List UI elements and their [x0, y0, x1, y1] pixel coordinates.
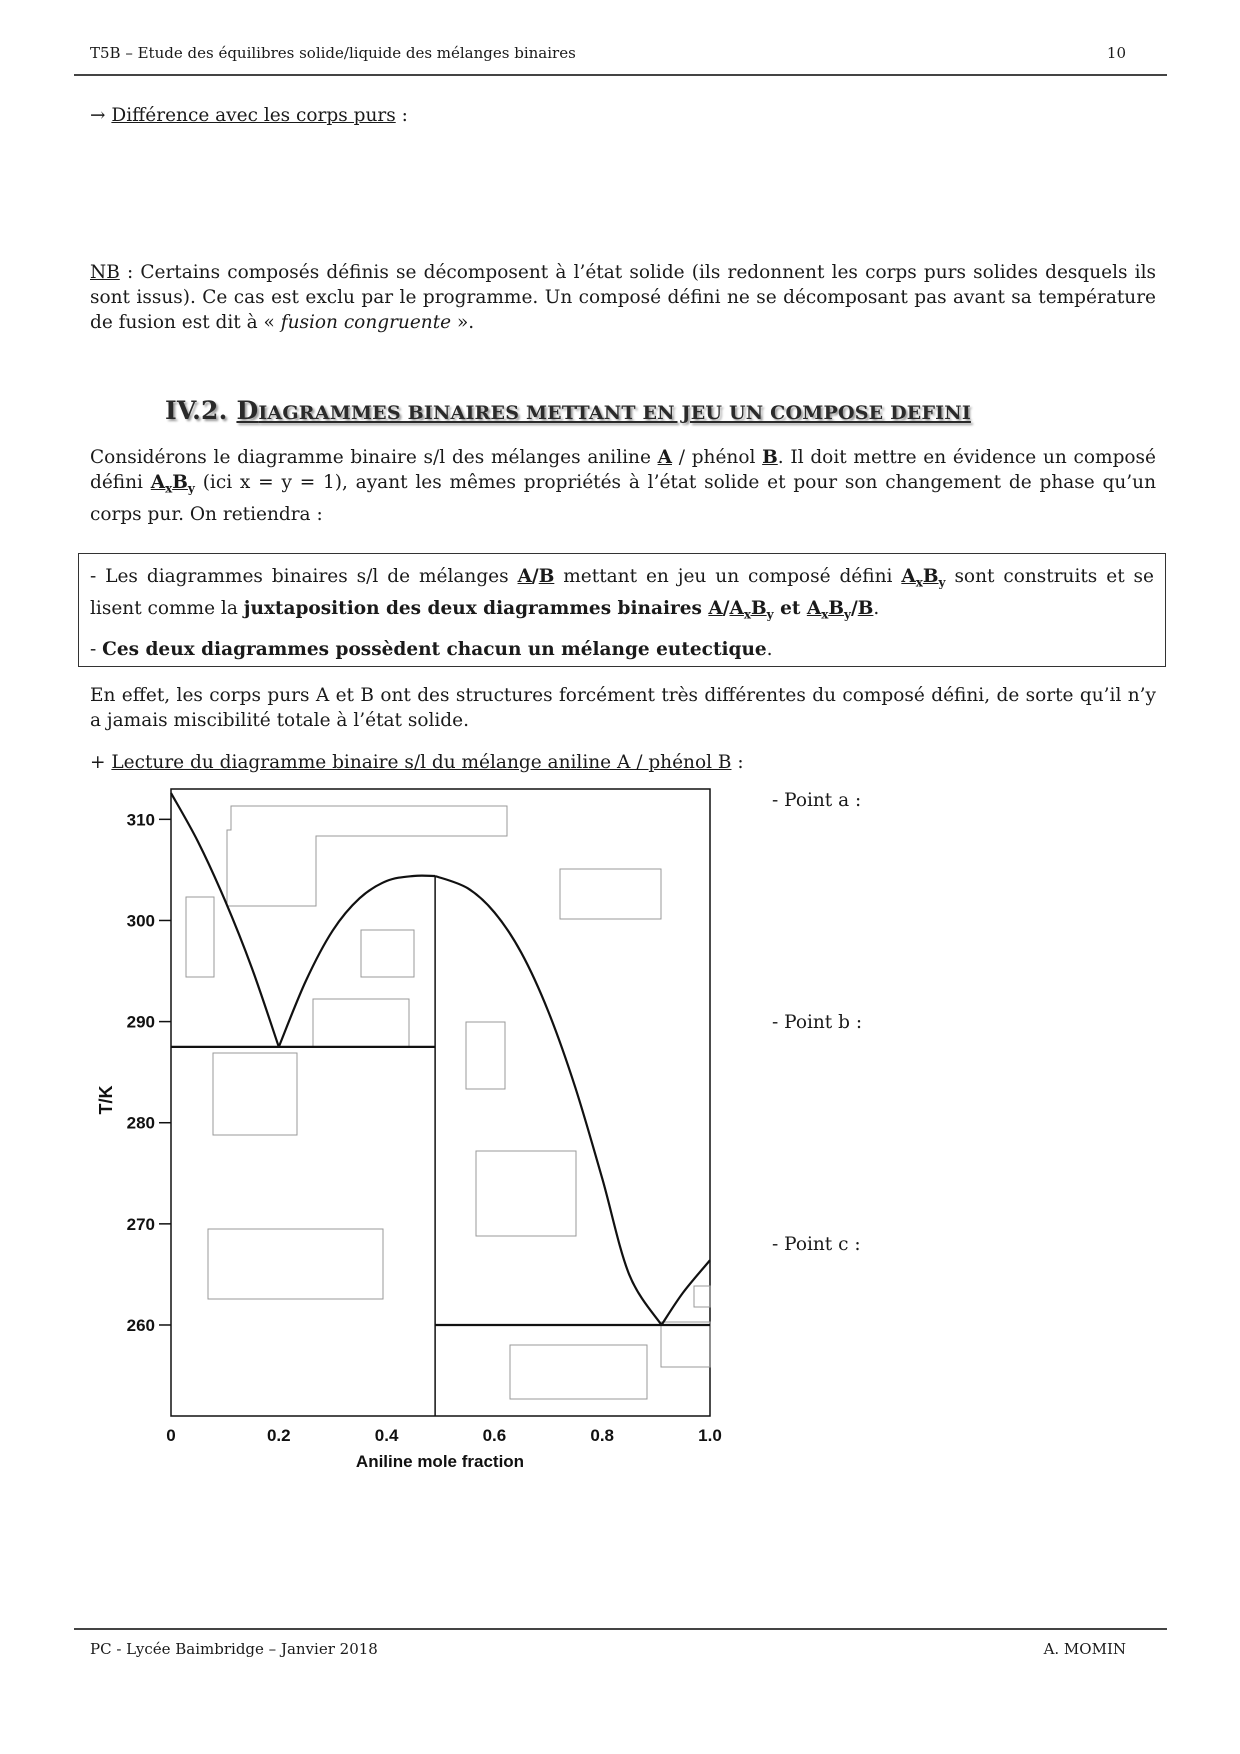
x-tick-label: 1.0	[698, 1426, 722, 1445]
x-tick-label: 0.2	[266, 1426, 291, 1445]
nb-label: NB	[90, 262, 120, 283]
series-liquidus-AB-right	[435, 876, 661, 1325]
y-tick-label: 270	[126, 1214, 155, 1234]
effect-paragraph: En effet, les corps purs A et B ont des structures forcément très différentes du composé défini, de sorte qu’il n’y a jamais miscibilité totale à l’état solide.	[90, 685, 1156, 731]
point-b-label: - Point b :	[772, 1012, 863, 1033]
y-tick-label: 300	[126, 911, 155, 931]
point-c-label: - Point c :	[772, 1234, 861, 1255]
series-liquidus-AB-left	[279, 876, 435, 1047]
x-tick-label: 0	[166, 1426, 176, 1445]
y-axis-label: T/K	[96, 1085, 116, 1115]
label-placeholder	[661, 1322, 710, 1367]
y-tick-label: 280	[126, 1113, 155, 1133]
section-title: IV.2. DIAGRAMMES BINAIRES METTANT EN JEU UN COMPOSE DEFINI	[165, 396, 971, 425]
label-placeholder	[466, 1022, 505, 1089]
footer-rule	[74, 1628, 1167, 1630]
footer-author: A. MOMIN	[1043, 1640, 1126, 1658]
label-placeholder	[510, 1345, 647, 1399]
label-placeholder	[313, 999, 409, 1047]
page-number: 10	[1106, 44, 1126, 62]
nb-paragraph: NB : Certains composés définis se décomposent à l’état solide (ils redonnent les corps purs solides desquels ils sont issus). Ce cas est exclu par le programme. Un composé défini ne se décomposant pas avant sa température de fusion est dit à « fusion congruente ».	[90, 262, 1156, 333]
header-title: T5B – Etude des équilibres solide/liquide des mélanges binaires	[90, 44, 576, 62]
series-liquidus-B-side	[171, 793, 279, 1047]
arrow-icon: →	[90, 105, 106, 126]
difference-line: → Différence avec les corps purs :	[90, 105, 408, 126]
box-line-1: - Les diagrammes binaires s/l de mélanges A/B mettant en jeu un composé défini $A_xB_y$ sont construits et se lisent comme la juxtaposition des deux diagrammes binaires $A/A_xB_y$ et $A_xB_y/B$.	[90, 566, 1155, 622]
placeholder-boxes	[186, 806, 710, 1399]
point-a-label: - Point a :	[772, 790, 862, 811]
reading-line: + Lecture du diagramme binaire s/l du mélange aniline A / phénol B :	[90, 752, 744, 773]
footer-left: PC - Lycée Baimbridge – Janvier 2018	[90, 1640, 378, 1658]
reading-label: Lecture du diagramme binaire s/l du mélange aniline A / phénol B	[111, 752, 732, 773]
page-footer	[90, 1640, 1150, 1658]
label-placeholder	[694, 1286, 710, 1307]
x-tick-label: 0.4	[374, 1426, 399, 1445]
y-tick-label: 290	[126, 1012, 155, 1032]
label-placeholder	[208, 1229, 383, 1299]
x-tick-label: 0.8	[590, 1426, 615, 1445]
difference-label: Différence avec les corps purs	[111, 105, 396, 126]
y-tick-label: 310	[126, 810, 155, 830]
series-liquidus-A-side	[661, 1260, 710, 1325]
label-placeholder	[560, 869, 661, 919]
label-placeholder	[186, 897, 214, 977]
label-placeholder	[213, 1053, 297, 1135]
intro-paragraph: Considérons le diagramme binaire s/l des mélanges aniline A / phénol B. Il doit mettre en évidence un composé défini $A_xB_y$ (ici x = y = 1), ayant les mêmes propriétés à l’état solide et pour son changement de phase qu’un corps pur. On retiendra :	[90, 447, 1156, 525]
x-tick-label: 0.6	[482, 1426, 507, 1445]
x-axis-label: Aniline mole fraction	[355, 1452, 525, 1471]
label-placeholder	[361, 930, 414, 977]
box-line-2: - Ces deux diagrammes possèdent chacun un mélange eutectique.	[90, 639, 773, 661]
plot-frame	[171, 789, 710, 1416]
y-tick-label: 260	[126, 1315, 155, 1335]
label-placeholder	[476, 1151, 576, 1236]
